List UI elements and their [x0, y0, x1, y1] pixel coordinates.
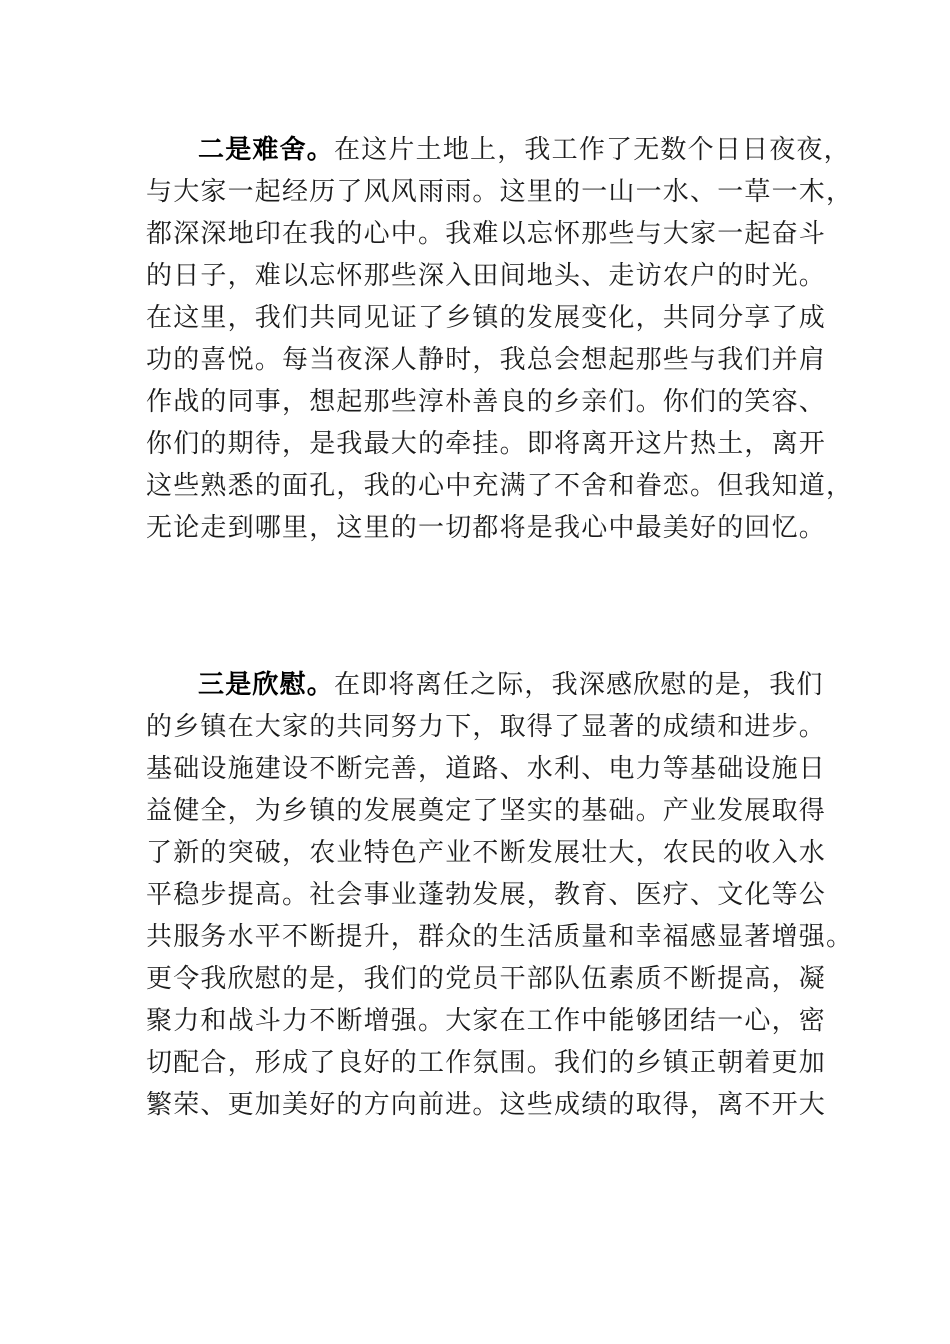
paragraph-line: 了新的突破，农业特色产业不断发展壮大，农民的收入水 — [146, 838, 827, 868]
paragraph-first-line — [146, 129, 851, 171]
paragraph-reluctance — [146, 129, 854, 549]
paragraph-line: 繁荣、更加美好的方向前进。这些成绩的取得，离不开大 — [146, 1090, 827, 1120]
paragraph-heading: 三是欣慰。 — [198, 670, 335, 700]
paragraph-line: 平稳步提高。社会事业蓬勃发展，教育、医疗、文化等公 — [146, 880, 827, 910]
paragraph-first-line — [146, 664, 824, 706]
paragraph-line: 基础设施建设不断完善，道路、水利、电力等基础设施日 — [146, 754, 827, 784]
paragraph-line: 在这里，我们共同见证了乡镇的发展变化，共同分享了成 — [146, 303, 827, 333]
paragraph-line: 的日子，难以忘怀那些深入田间地头、走访农户的时光。 — [146, 261, 827, 291]
paragraph-line: 的乡镇在大家的共同努力下，取得了显著的成绩和进步。 — [146, 712, 827, 742]
paragraph-text: 在这片土地上，我工作了无数个日日夜夜， — [334, 135, 851, 165]
paragraph-line: 这些熟悉的面孔，我的心中充满了不舍和眷恋。但我知道， — [146, 471, 854, 501]
paragraph-line: 与大家一起经历了风风雨雨。这里的一山一水、一草一木， — [146, 177, 854, 207]
paragraph-line: 共服务水平不断提升，群众的生活质量和幸福感显著增强。 — [146, 922, 854, 952]
paragraph-line: 都深深地印在我的心中。我难以忘怀那些与大家一起奋斗 — [146, 219, 827, 249]
paragraph-line: 聚力和战斗力不断增强。大家在工作中能够团结一心，密 — [146, 1006, 827, 1036]
paragraph-text: 在即将离任之际，我深感欣慰的是，我们 — [334, 670, 824, 700]
paragraph-line: 更令我欣慰的是，我们的党员干部队伍素质不断提高，凝 — [146, 964, 827, 994]
paragraph-line: 切配合，形成了良好的工作氛围。我们的乡镇正朝着更加 — [146, 1048, 827, 1078]
paragraph-line: 作战的同事，想起那些淳朴善良的乡亲们。你们的笑容、 — [146, 387, 827, 417]
paragraph-line: 益健全，为乡镇的发展奠定了坚实的基础。产业发展取得 — [146, 796, 827, 826]
paragraph-line: 你们的期待，是我最大的牵挂。即将离开这片热土，离开 — [146, 429, 827, 459]
paragraph-heading: 二是难舍。 — [198, 135, 335, 165]
paragraph-line: 无论走到哪里，这里的一切都将是我心中最美好的回忆。 — [146, 513, 827, 543]
paragraph-gratification — [146, 664, 854, 1126]
paragraph-line: 功的喜悦。每当夜深人静时，我总会想起那些与我们并肩 — [146, 345, 827, 375]
